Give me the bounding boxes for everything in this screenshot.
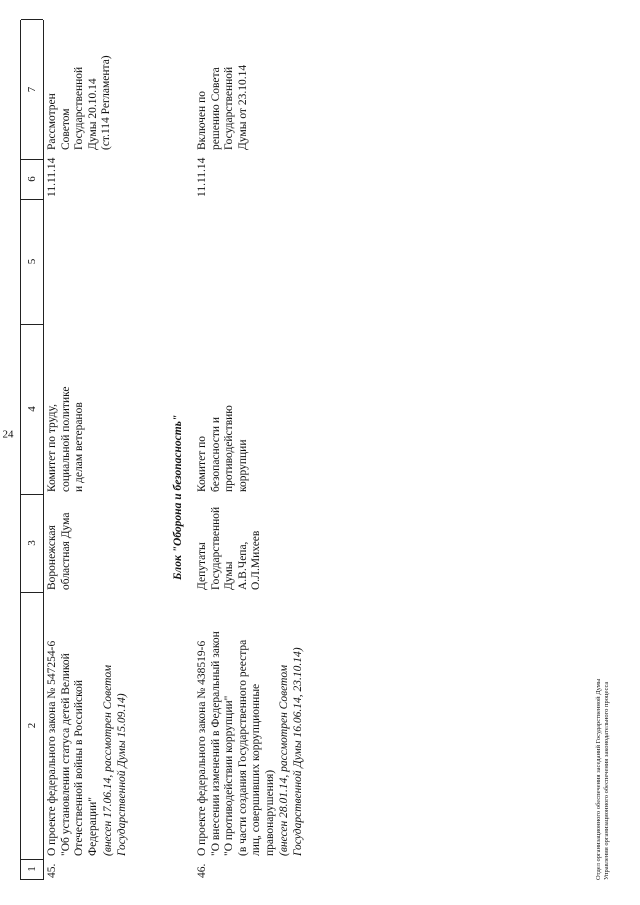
bill-author: Воронежская областная Дума [46,512,72,590]
bill-status: Рассмотрен Советом Государственной Думы 20.10.14 (ст.114 Регламента) [46,55,113,150]
column-header-7: 7 [21,19,43,160]
page-number: 24 [2,428,14,441]
table-header [20,20,44,880]
page-footer: Отдел организационного обеспечения заседаний Государственной Думы Управления организационного обеспечения законодательного процесса [595,678,610,880]
bill-author: Депутаты Государственной Думы А.В.Чепа, О.Л.Михеев [196,506,263,590]
document-page [2,20,620,880]
column-header-3: 3 [21,494,43,593]
column-header-1: 1 [21,859,43,880]
row-number: 45. [46,863,58,878]
planned-date: 11.11.14 [46,157,58,197]
column-header-6: 6 [21,159,43,200]
planned-date: 11.11.14 [196,157,208,197]
responsible-committee: Комитет по труду, социальной политике и делам ветеранов [46,386,86,492]
bill-title: О проекте федерального закона № 547254-6 "Об установлении статуса детей Великой Отечественной войны в Российской Федерации" [46,640,99,856]
column-header-5: 5 [21,199,43,325]
bill-title: О проекте федерального закона № 438519-6 "О внесении изменений в Федеральный закон "О противодействии коррупции" (в части создания Государственного реестра лиц, совершивших коррупционные правонарушения) [196,631,276,856]
bill-status: Включен по решению Совета Государственной Думы от 23.10.14 [196,64,249,150]
responsible-committee: Комитет по безопасности и противодействию коррупции [196,405,249,492]
row-number: 46. [196,863,208,878]
column-header-2: 2 [21,592,43,860]
bill-note: (внесен 17.06.14, рассмотрен Советом Государственной Думы 15.09.14) [102,664,128,856]
column-header-4: 4 [21,324,43,495]
block-heading: Блок "Оборона и безопасность" [172,414,184,580]
bill-note: (внесен 28.01.14, рассмотрен Советом Государственной Думы 16.06.14, 23.10.14) [278,647,304,856]
